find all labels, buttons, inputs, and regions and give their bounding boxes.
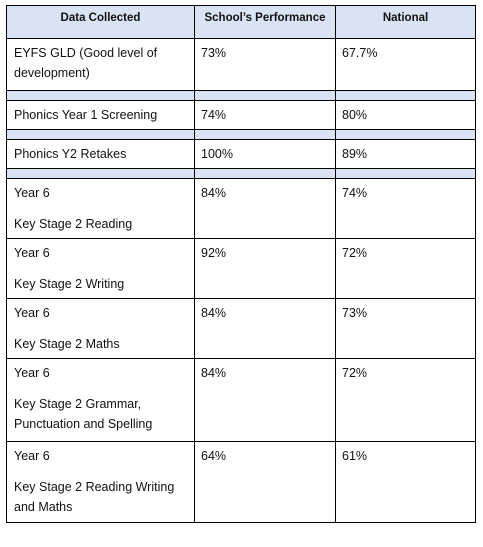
row-label-line2: Key Stage 2 Reading Writing and Maths [14, 480, 175, 514]
row-label [7, 299, 195, 359]
national-value: 74% [336, 179, 476, 239]
performance-table [6, 5, 476, 523]
school-value: 84% [195, 299, 336, 359]
table-row [7, 140, 476, 169]
row-label-line2: Key Stage 2 Maths [14, 337, 120, 351]
national-value: 67.7% [336, 39, 476, 91]
row-label-line1: Year 6 [14, 246, 50, 260]
row-label-line2: Key Stage 2 Reading [14, 217, 133, 231]
row-label-line1: Year 6 [14, 306, 50, 320]
row-label [7, 442, 195, 523]
row-label: Phonics Y2 Retakes [7, 140, 195, 169]
school-value: 100% [195, 140, 336, 169]
row-label-line1: Year 6 [14, 366, 50, 380]
school-value: 64% [195, 442, 336, 523]
national-value: 72% [336, 239, 476, 299]
header-data-collected: Data Collected [7, 6, 195, 39]
header-school-performance: School’s Performance [195, 6, 336, 39]
row-label: EYFS GLD (Good level of development) [7, 39, 195, 91]
row-label: Phonics Year 1 Screening [7, 101, 195, 130]
row-label-line2: Key Stage 2 Writing [14, 277, 125, 291]
national-value: 80% [336, 101, 476, 130]
separator-row [7, 169, 476, 179]
table-row [7, 299, 476, 359]
school-value: 74% [195, 101, 336, 130]
table-row [7, 39, 476, 91]
table-row [7, 239, 476, 299]
header-national: National [336, 6, 476, 39]
row-label [7, 239, 195, 299]
row-label-line1: Year 6 [14, 449, 50, 463]
national-value: 61% [336, 442, 476, 523]
header-row [7, 6, 476, 39]
table-row [7, 179, 476, 239]
table-row [7, 442, 476, 523]
row-label [7, 179, 195, 239]
school-value: 92% [195, 239, 336, 299]
table-row [7, 359, 476, 442]
row-label-line2: Key Stage 2 Grammar, Punctuation and Spelling [14, 397, 153, 431]
national-value: 72% [336, 359, 476, 442]
table-row [7, 101, 476, 130]
national-value: 89% [336, 140, 476, 169]
national-value: 73% [336, 299, 476, 359]
row-label [7, 359, 195, 442]
separator-row [7, 130, 476, 140]
school-value: 73% [195, 39, 336, 91]
school-value: 84% [195, 359, 336, 442]
separator-row [7, 91, 476, 101]
row-label-line1: Year 6 [14, 186, 50, 200]
school-value: 84% [195, 179, 336, 239]
